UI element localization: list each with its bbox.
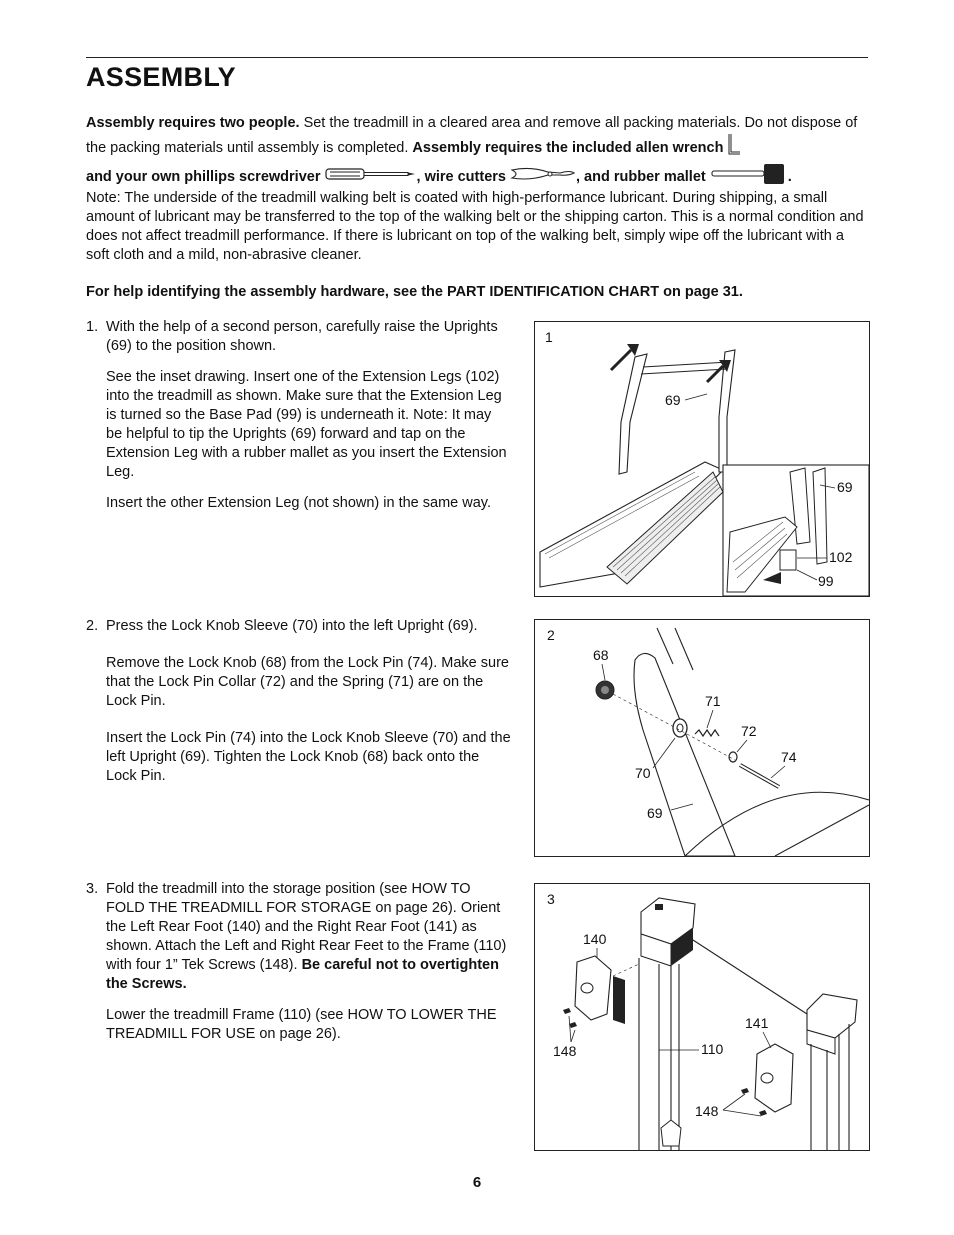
step-2-paragraph-1: Press the Lock Knob Sleeve (70) into the left Upright (69). xyxy=(106,618,478,634)
step-1-number: 1. xyxy=(86,319,99,335)
intro-bold-mallet: , and rubber mallet xyxy=(576,168,706,185)
page-title: ASSEMBLY xyxy=(86,62,236,92)
page-number: 6 xyxy=(472,1174,482,1191)
figure-3-callout-110: 110 xyxy=(701,1041,724,1057)
figure-1-callout-102: 102 xyxy=(829,549,853,565)
intro-bold-screwdriver: and your own phillips screwdriver xyxy=(86,168,321,185)
figure-3-callout-141: 141 xyxy=(745,1015,769,1031)
rubber-mallet-icon xyxy=(710,163,788,191)
figure-2-callout-71: 71 xyxy=(705,693,721,709)
figure-3-number: 3 xyxy=(547,891,555,907)
step-1-paragraph-3: Insert the other Extension Leg (not shown) in the same way. xyxy=(106,495,491,511)
step-3-number: 3. xyxy=(86,881,99,897)
step-3-paragraph-1 xyxy=(106,880,511,994)
lubricant-note: Note: The underside of the treadmill walking belt is coated with high-performance lubricant. During shipping, a small amount of lubricant may be transferred to the top of the walking belt or the shipping carton. This is a normal condition and does not affect treadmill performance. If there is lubricant on top of the walking belt, simply wipe off the lubricant with a soft cloth and a mild, non-abrasive cleaner. xyxy=(86,190,864,263)
step-1-paragraph-2: See the inset drawing. Insert one of the Extension Legs (102) into the treadmill as shown. Make sure that the Extension Leg is turned so the Base Pad (99) is underneath it. Note: It may be helpful to tip the Uprights (69) forward and tap on the Extension Leg with a rubber mallet as you insert the Extension Leg. xyxy=(106,369,507,480)
step-2-number: 2. xyxy=(86,618,99,634)
step-1-paragraph-1: With the help of a second person, carefully raise the Uprights (69) to the position shown. xyxy=(106,319,498,354)
figure-2-callout-72: 72 xyxy=(741,723,757,739)
figure-2-number: 2 xyxy=(547,627,555,643)
intro-period: . xyxy=(787,168,792,185)
figure-1-callout-99: 99 xyxy=(818,573,834,589)
figure-3-callout-148a: 148 xyxy=(553,1043,577,1059)
figure-2-callout-74: 74 xyxy=(781,749,797,765)
step-2 xyxy=(86,617,511,798)
step-3 xyxy=(86,880,511,1056)
intro-bold-two-people: Assembly requires two people. xyxy=(86,115,300,131)
figure-1-callout-69b: 69 xyxy=(837,479,853,495)
intro-bold-wire-cutters: , wire cutters xyxy=(416,168,506,185)
intro-paragraph xyxy=(86,114,870,191)
figure-3 xyxy=(534,883,870,1151)
figure-3-callout-148b: 148 xyxy=(695,1103,719,1119)
figure-1-number: 1 xyxy=(545,329,553,345)
figure-2-callout-69: 69 xyxy=(647,805,663,821)
step-3-paragraph-1-text: Fold the treadmill into the storage position (see HOW TO FOLD THE TREADMILL FOR STORAGE on page 26). Orient the Left Rear Foot (140) and the Right Rear Foot (141) as shown. Attach the Left and Right Rear Feet to the Frame (110) with four 1” Tek Screws (148). xyxy=(106,881,507,973)
hardware-help: For help identifying the assembly hardware, see the PART IDENTIFICATION CHART on page 31. xyxy=(86,284,743,300)
step-2-paragraph-3: Insert the Lock Pin (74) into the Lock Knob Sleeve (70) and the left Upright (69). Tighten the Lock Knob (68) back onto the Lock Pin. xyxy=(106,730,511,784)
figure-2-callout-70: 70 xyxy=(635,765,651,781)
allen-wrench-icon xyxy=(727,133,743,163)
step-2-paragraph-2: Remove the Lock Knob (68) from the Lock Pin (74). Make sure that the Lock Pin Collar (72) and the Spring (71) are on the Lock Pin. xyxy=(106,655,509,709)
step-3-paragraph-2: Lower the treadmill Frame (110) (see HOW TO LOWER THE TREADMILL FOR USE on page 26). xyxy=(106,1007,497,1042)
step-3-warning: Be careful not to overtighten the Screws. xyxy=(106,957,499,992)
intro-text: Set the treadmill in a cleared area and remove all packing materials. Do not dispose of the packing materials until assembly is completed. xyxy=(86,115,858,156)
step-1 xyxy=(86,318,511,525)
figure-2-callout-68: 68 xyxy=(593,647,609,663)
figure-1-callout-69a: 69 xyxy=(665,392,681,408)
figure-3-callout-140: 140 xyxy=(583,931,607,947)
figure-2 xyxy=(534,619,870,857)
intro-bold-allen: Assembly requires the included allen wrench xyxy=(412,139,724,156)
wire-cutters-icon xyxy=(510,164,576,190)
screwdriver-icon xyxy=(325,167,417,187)
header-rule xyxy=(86,57,868,58)
figure-1 xyxy=(534,321,870,597)
